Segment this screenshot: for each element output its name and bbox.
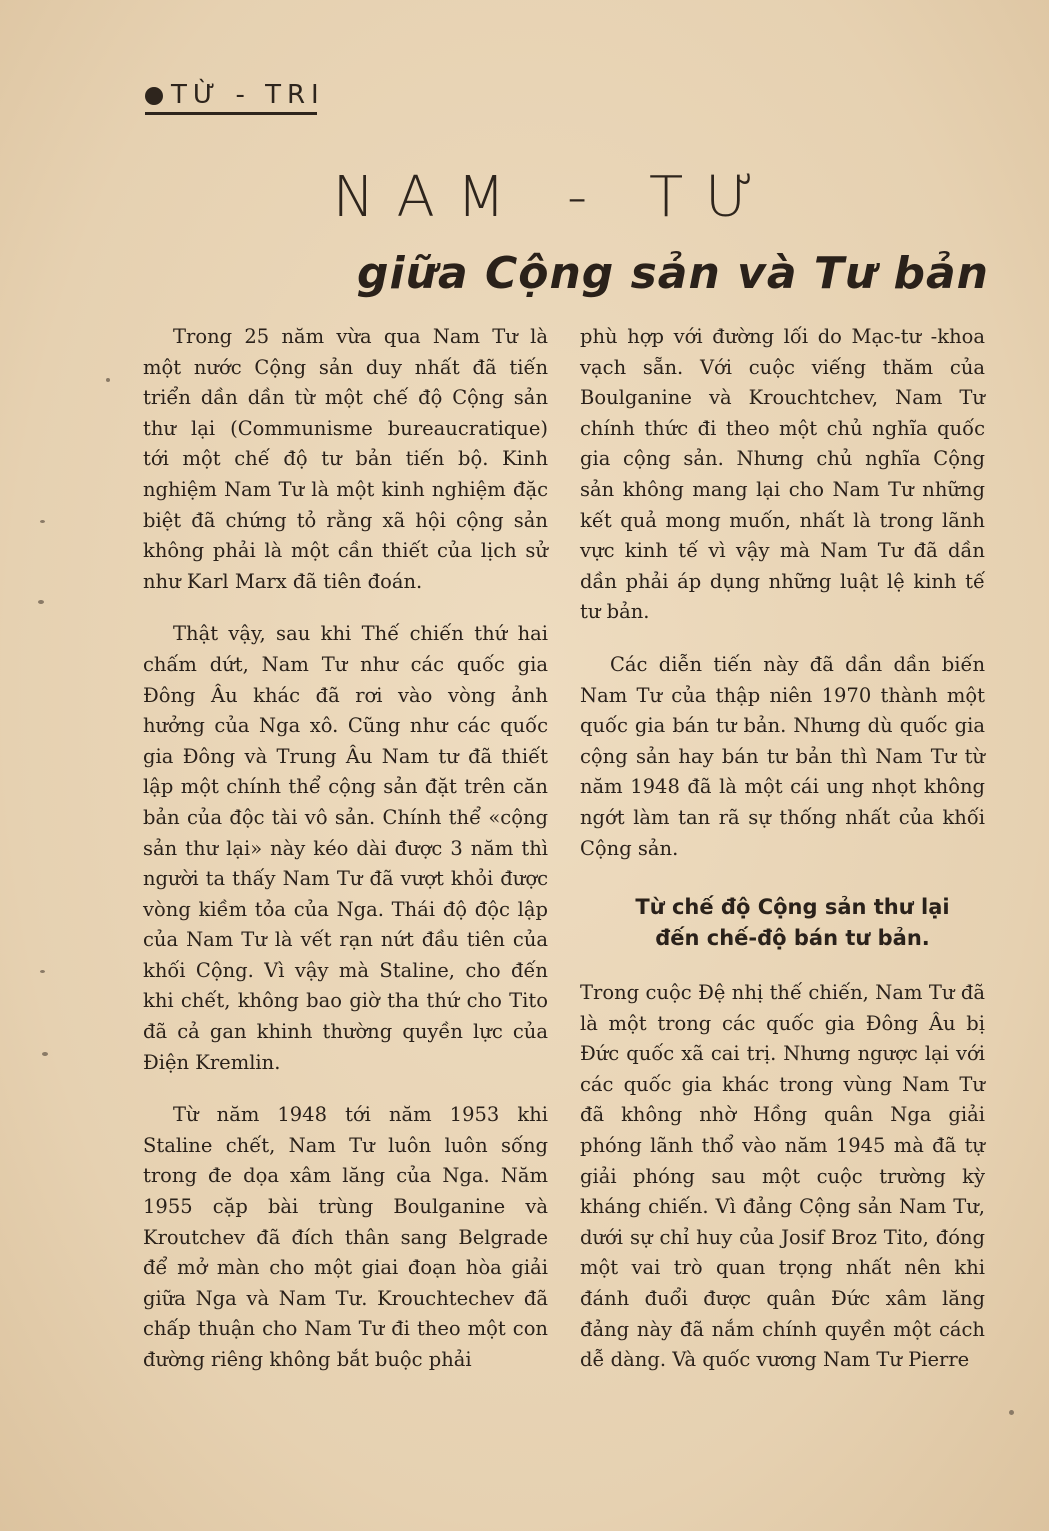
article-subtitle: giữa Cộng sản và Tư bản bbox=[357, 248, 989, 299]
subheading-line: Từ chế độ Cộng sản thư lại bbox=[635, 895, 950, 920]
paragraph: Trong cuộc Đệ nhị thế chiến, Nam Tư đã là một trong các quốc gia Đông Âu bị Đức quốc xã cai trị. Nhưng ngược lại với các quốc gia khác trong vùng Nam Tư đã không nhờ Hồng quân Nga giải phóng lãnh thổ vào năm 1945 mà đã tự giải phóng sau một cuộc trường kỳ kháng chiến. Vì đảng Cộng sản Nam Tư, dưới sự chỉ huy của Josif Broz Tito, đóng một vai trò quan trọng nhất nên khi đánh đuổi được quân Đức xâm lăng đảng này đã nắm chính quyền một cách dễ dàng. Và quốc vương Nam Tư Pierre bbox=[580, 981, 985, 1372]
paragraph: Từ năm 1948 tới năm 1953 khi Staline chết, Nam Tư luôn luôn sống trong đe dọa xâm lăng của Nga. Năm 1955 cặp bài trùng Boulganine và Kroutchev đã đích thân sang Belgrade để mở màn cho một giai đoạn hòa giải giữa Nga và Nam Tư. Krouchtechev đã chấp thuận cho Nam Tư đi theo một con đường riêng không bắt buộc phải bbox=[143, 1103, 548, 1371]
bullet-icon bbox=[145, 87, 163, 105]
paper-speck bbox=[40, 970, 45, 973]
section-subheading bbox=[600, 892, 985, 954]
section-underline bbox=[145, 112, 317, 115]
paper-speck bbox=[42, 1052, 48, 1056]
subheading-line: đến chế-độ bán tư bản. bbox=[655, 926, 930, 951]
paper-speck bbox=[106, 378, 110, 382]
right-column bbox=[580, 322, 985, 1398]
paper-speck bbox=[40, 520, 45, 523]
left-column bbox=[143, 322, 548, 1398]
paragraph: Trong 25 năm vừa qua Nam Tư là một nước Cộng sản duy nhất đã tiến triển dần dần từ một chế độ Cộng sản thư lại (Communisme bureaucratique) tới một chế độ tư bản tiến bộ. Kinh nghiệm Nam Tư là một kinh nghiệm đặc biệt đã chứng tỏ rằng xã hội cộng sản không phải là một cần thiết của lịch sử như Karl Marx đã tiên đoán. bbox=[143, 325, 548, 593]
paragraph: Thật vậy, sau khi Thế chiến thứ hai chấm dứt, Nam Tư như các quốc gia Đông Âu khác đã rơi vào vòng ảnh hưởng của Nga xô. Cũng như các quốc gia Đông và Trung Âu Nam tư đã thiết lập một chính thể cộng sản đặt trên căn bản của độc tài vô sản. Chính thể «cộng sản thư lại» này kéo dài được 3 năm thì người ta thấy Nam Tư đã vượt khỏi được vòng kiềm tỏa của Nga. Thái độ độc lập của Nam Tư là vết rạn nứt đầu tiên của khối Cộng. Vì vậy mà Staline, cho đến khi chết, không bao giờ tha thứ cho Tito đã cả gan khinh thường quyền lực của Điện Kremlin. bbox=[143, 622, 548, 1074]
paragraph: phù hợp với đường lối do Mạc-tư -khoa vạch sẵn. Với cuộc viếng thăm của Boulganine và Krouchtchev, Nam Tư chính thức đi theo một chủ nghĩa quốc gia cộng sản. Nhưng chủ nghĩa Cộng sản không mang lại cho Nam Tư những kết quả mong muốn, nhất là trong lãnh vực kinh tế vì vậy mà Nam Tư đã dần dần phải áp dụng những luật lệ kinh tế tư bản. bbox=[580, 325, 985, 624]
paper-speck bbox=[38, 600, 44, 604]
article-title: NAM - TƯ bbox=[332, 165, 777, 230]
section-label-text: TỪ - TRI bbox=[171, 80, 325, 110]
section-label bbox=[145, 80, 325, 110]
paragraph: Các diễn tiến này đã dần dần biến Nam Tư của thập niên 1970 thành một quốc gia bán tư bản. Nhưng dù quốc gia cộng sản hay bán tư bản thì Nam Tư từ năm 1948 đã là một cái ung nhọt không ngớt làm tan rã sự thống nhất của khối Cộng sản. bbox=[580, 652, 985, 860]
paper-speck bbox=[1009, 1410, 1014, 1415]
